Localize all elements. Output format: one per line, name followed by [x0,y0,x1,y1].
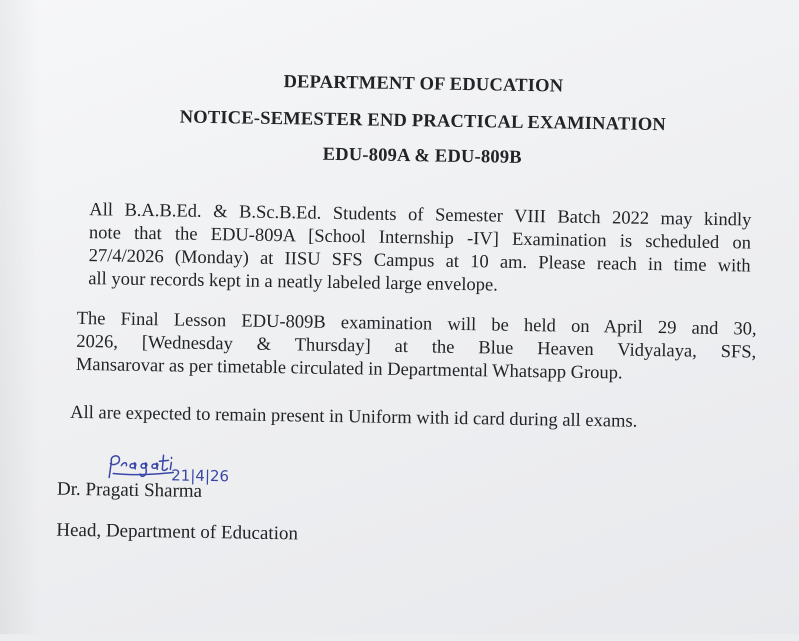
handwritten-date: 21|4|26 [171,466,230,486]
paragraph-final-lesson-exam [76,308,757,388]
paragraph-line: Mansarovar as per timetable circulated in Departmental Whatsapp Group. [75,354,623,384]
signatory-name: Dr. Pragati Sharma [56,478,203,502]
paragraph-line: 27/4/2026 (Monday) at IISU SFS Campus at 10 am. Please reach in time with [88,246,751,277]
paragraph-line: The Final Lesson EDU-809B examination will be held on April 29 and 30, [76,308,757,340]
paragraph-line: note that the EDU-809A [School Internship -IV] Examination is scheduled on [88,223,752,254]
course-codes: EDU-809A & EDU-809B [322,144,522,168]
paragraph-line: All are expected to remain present in Uniform with id card during all exams. [70,402,638,432]
notice-title: NOTICE-SEMESTER END PRACTICAL EXAMINATION [179,107,667,136]
paragraph-line: 2026, [Wednesday & Thursday] at the Blue Heaven Vidyalaya, SFS, [76,331,757,363]
paragraph-internship-exam [88,199,751,301]
paragraph-line: All B.A.B.Ed. & B.Sc.B.Ed. Students of Semester VIII Batch 2022 may kindly [89,200,752,231]
paragraph-line: all your records kept in a neatly labeled large envelope. [88,269,498,296]
department-heading: DEPARTMENT OF EDUCATION [283,72,564,97]
signature-block [56,466,299,546]
signatory-designation: Head, Department of Education [56,519,299,545]
paragraph-uniform-instruction [70,402,750,436]
